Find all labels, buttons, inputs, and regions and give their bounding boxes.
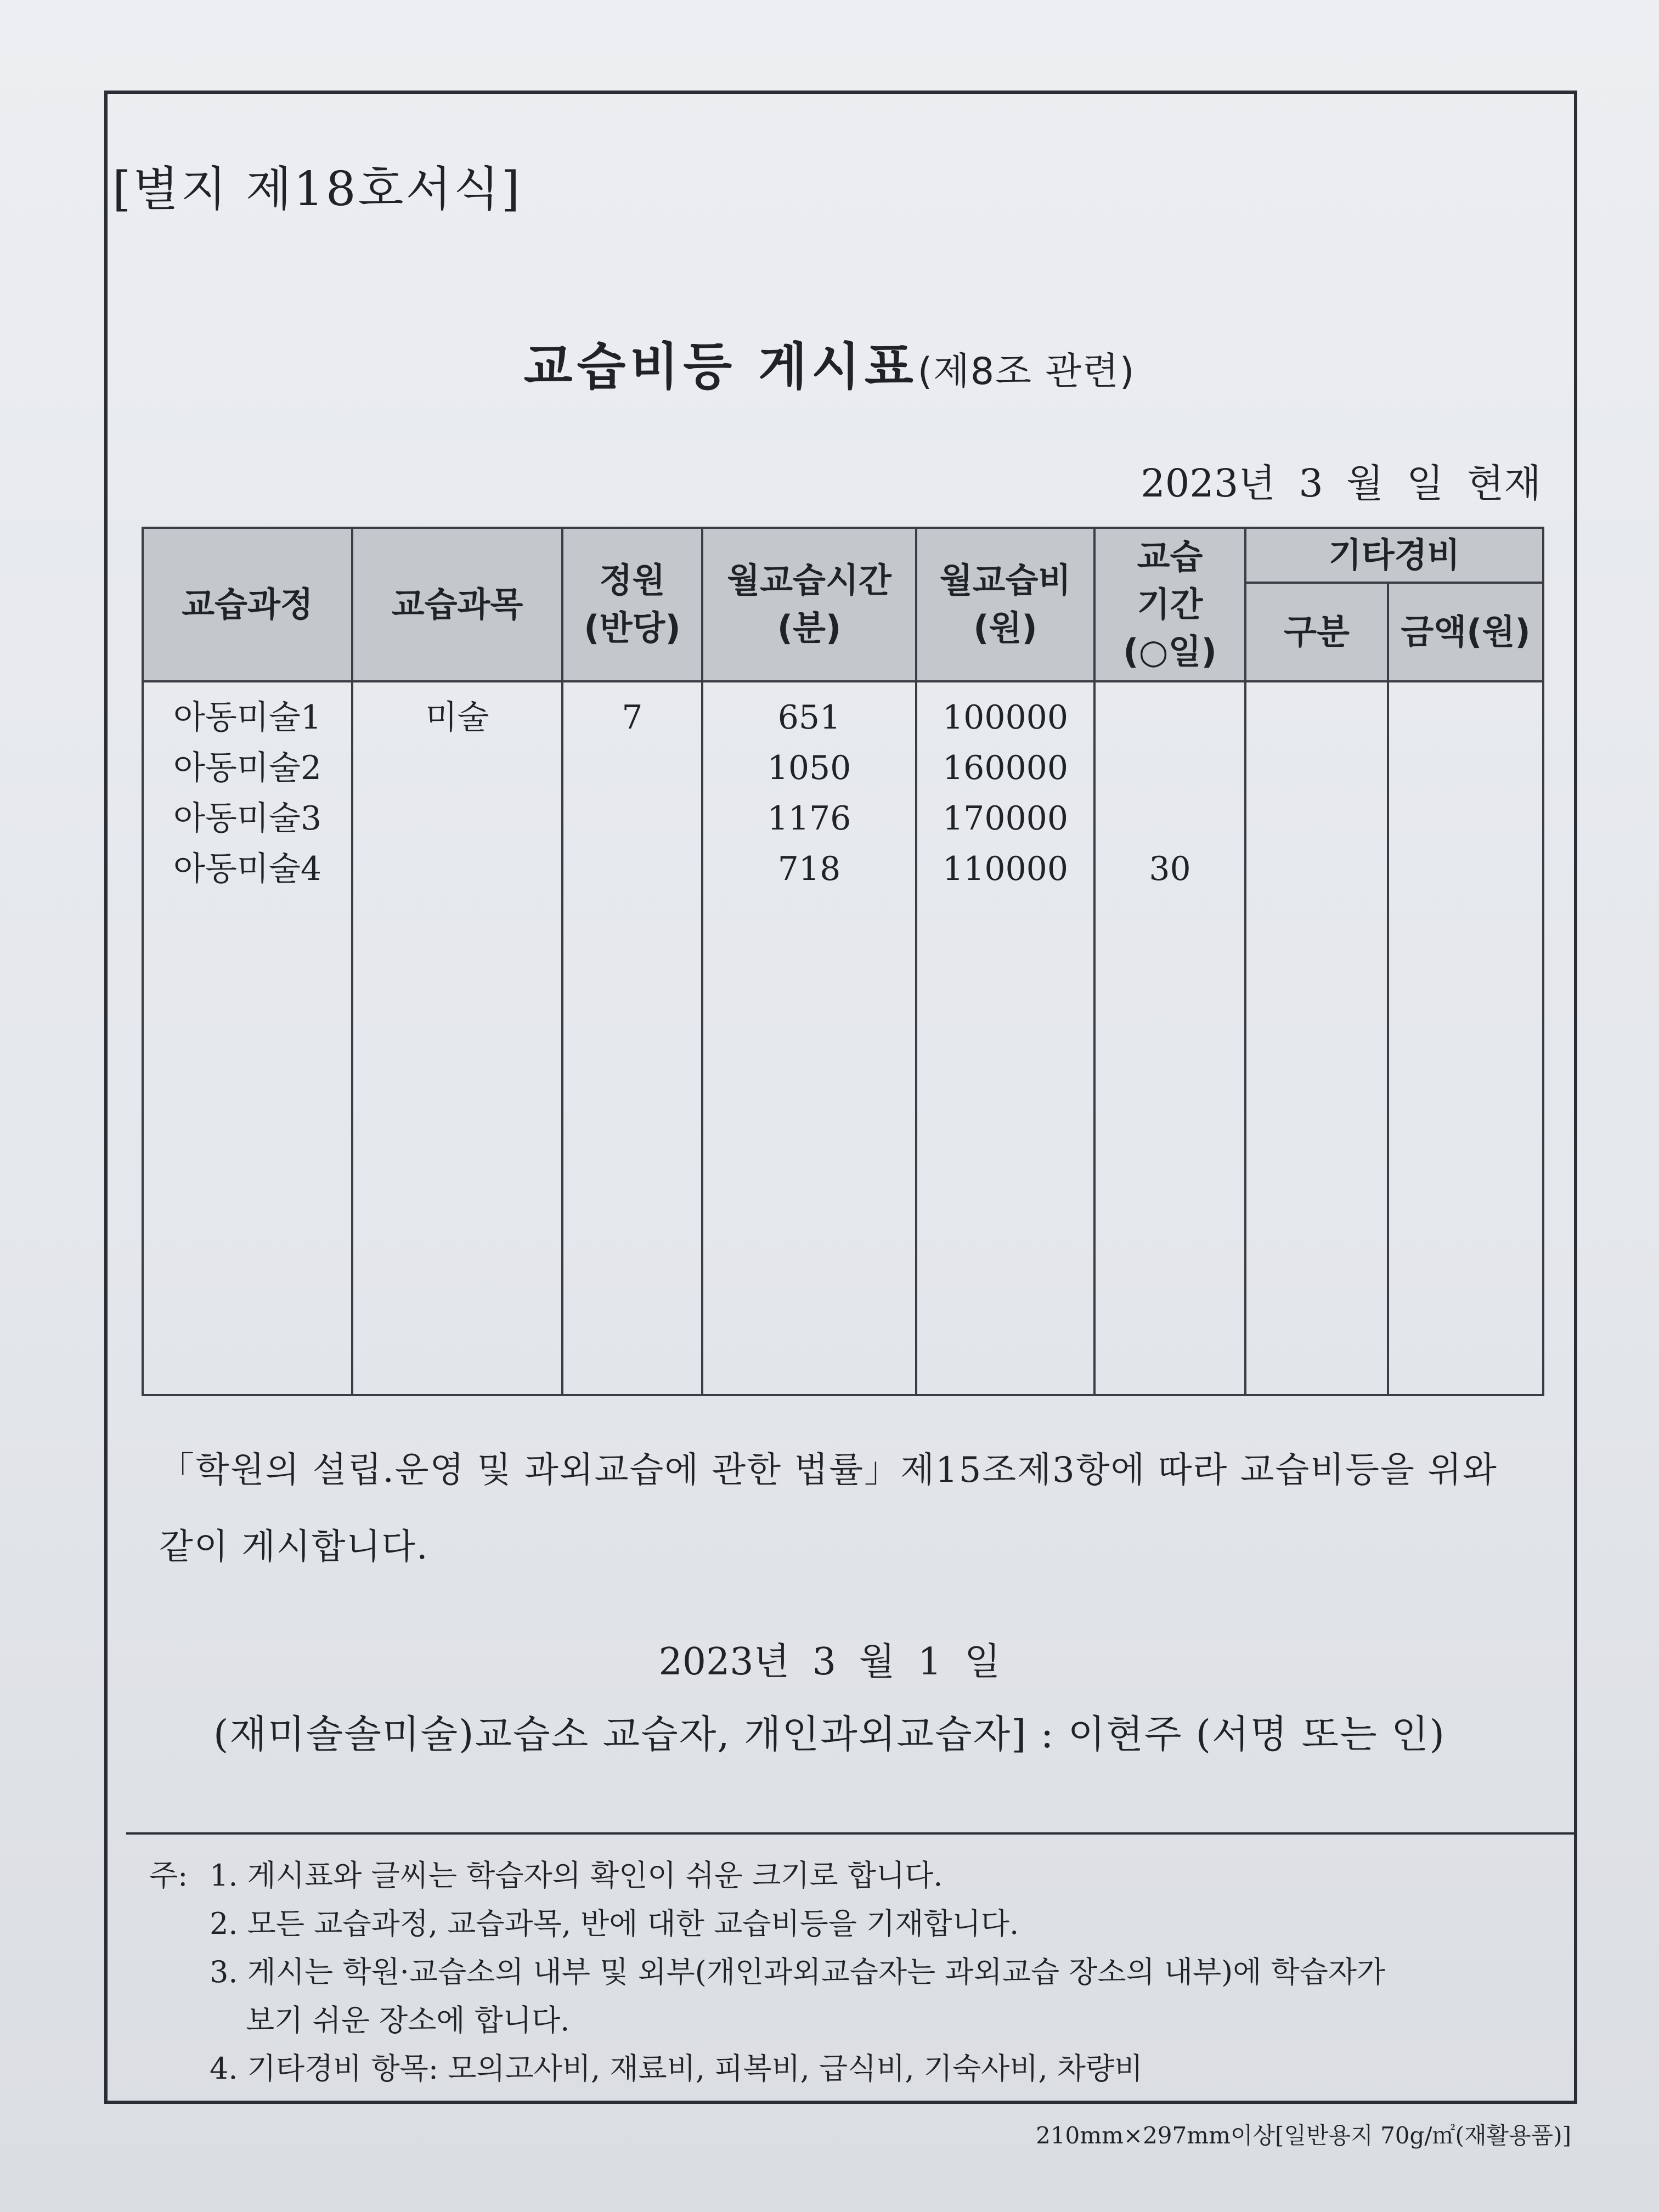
capacity-cell	[562, 681, 702, 1395]
course-name: 아동미술3	[173, 799, 321, 838]
hours-value: 1176	[767, 799, 851, 838]
header-other-category: 구분	[1245, 583, 1388, 681]
hours-value: 651	[777, 698, 841, 737]
header-capacity-line1: 정원	[599, 560, 665, 601]
hours-value: 718	[777, 850, 841, 888]
header-monthly-hours-line2: (분)	[777, 608, 842, 648]
table-row	[143, 681, 1543, 1395]
notes-divider	[126, 1832, 1577, 1835]
fee-value: 170000	[942, 799, 1069, 838]
monthly-fee-cell	[916, 681, 1094, 1395]
subject-cell	[352, 681, 562, 1395]
note-item: 3. 게시는 학원·교습소의 내부 및 외부(개인과외교습자는 과외교습 장소의 내부)에 학습자가	[210, 1955, 1386, 1989]
signature-date: 2023년 3 월 1 일	[658, 1640, 1001, 1684]
hours-value: 1050	[767, 749, 851, 787]
legal-notice: 「학원의 설립.운영 및 과외교습에 관한 법률」제15조제3항에 따라 교습비등을 위와 같이 게시합니다.	[159, 1450, 1498, 1567]
fee-value: 100000	[942, 698, 1069, 737]
fee-value: 160000	[942, 749, 1069, 787]
header-capacity-line2: (반당)	[584, 608, 681, 648]
header-other-expenses: 기타경비	[1245, 528, 1543, 583]
paper-spec: 210mm×297mm이상[일반용지 70g/㎡(재활용품)]	[1036, 2122, 1571, 2149]
header-period-line2: 기간	[1137, 584, 1203, 624]
subject-value: 미술	[425, 698, 489, 737]
signer-line: (재미솔솔미술)교습소 교습자, 개인과외교습자] : 이현주 (서명 또는 인)	[213, 1712, 1446, 1757]
header-subject: 교습과목	[352, 528, 562, 681]
header-monthly-hours	[702, 528, 916, 681]
header-monthly-fee	[916, 528, 1094, 681]
header-other-amount: 금액(원)	[1388, 583, 1543, 681]
form-number-label: [별지 제18호서식]	[112, 162, 522, 217]
capacity-value: 7	[622, 698, 643, 737]
course-name: 아동미술4	[173, 850, 321, 888]
course-cell	[143, 681, 352, 1395]
period-value: 30	[1149, 850, 1191, 888]
monthly-hours-cell	[702, 681, 916, 1395]
note-item: 4. 기타경비 항목: 모의고사비, 재료비, 피복비, 급식비, 기숙사비, 차량비	[210, 2051, 1143, 2086]
note-text: 1. 게시표와 글씨는 학습자의 확인이 쉬운 크기로 합니다.	[210, 1858, 943, 1893]
document-title	[0, 326, 1659, 399]
notes-label: 주:	[149, 1858, 188, 1893]
header-period-line1: 교습	[1137, 536, 1203, 577]
header-monthly-hours-line1: 월교습시간	[727, 560, 891, 601]
note-item-continuation: 보기 쉬운 장소에 합니다.	[246, 2003, 570, 2038]
as-of-date: 2023년 3 월 일 현재	[1141, 461, 1541, 506]
fee-table	[142, 527, 1544, 1396]
period-cell	[1094, 681, 1245, 1395]
course-name: 아동미술2	[173, 749, 321, 787]
title-main: 교습비등 게시표	[523, 337, 918, 396]
note-item	[149, 1852, 1554, 1900]
fee-value: 110000	[942, 850, 1069, 888]
header-period-line3: (○일)	[1123, 631, 1217, 672]
header-course: 교습과정	[143, 528, 352, 681]
course-name: 아동미술1	[173, 698, 321, 737]
header-period	[1094, 528, 1245, 681]
other-amount-cell	[1388, 681, 1543, 1395]
header-monthly-fee-line1: 월교습비	[939, 560, 1071, 601]
other-category-cell	[1245, 681, 1388, 1395]
header-monthly-fee-line2: (원)	[973, 608, 1037, 648]
notes-section	[149, 1852, 1554, 2093]
note-item: 2. 모든 교습과정, 교습과목, 반에 대한 교습비등을 기재합니다.	[210, 1906, 1019, 1941]
header-capacity	[562, 528, 702, 681]
title-sub: (제8조 관련)	[917, 350, 1136, 393]
